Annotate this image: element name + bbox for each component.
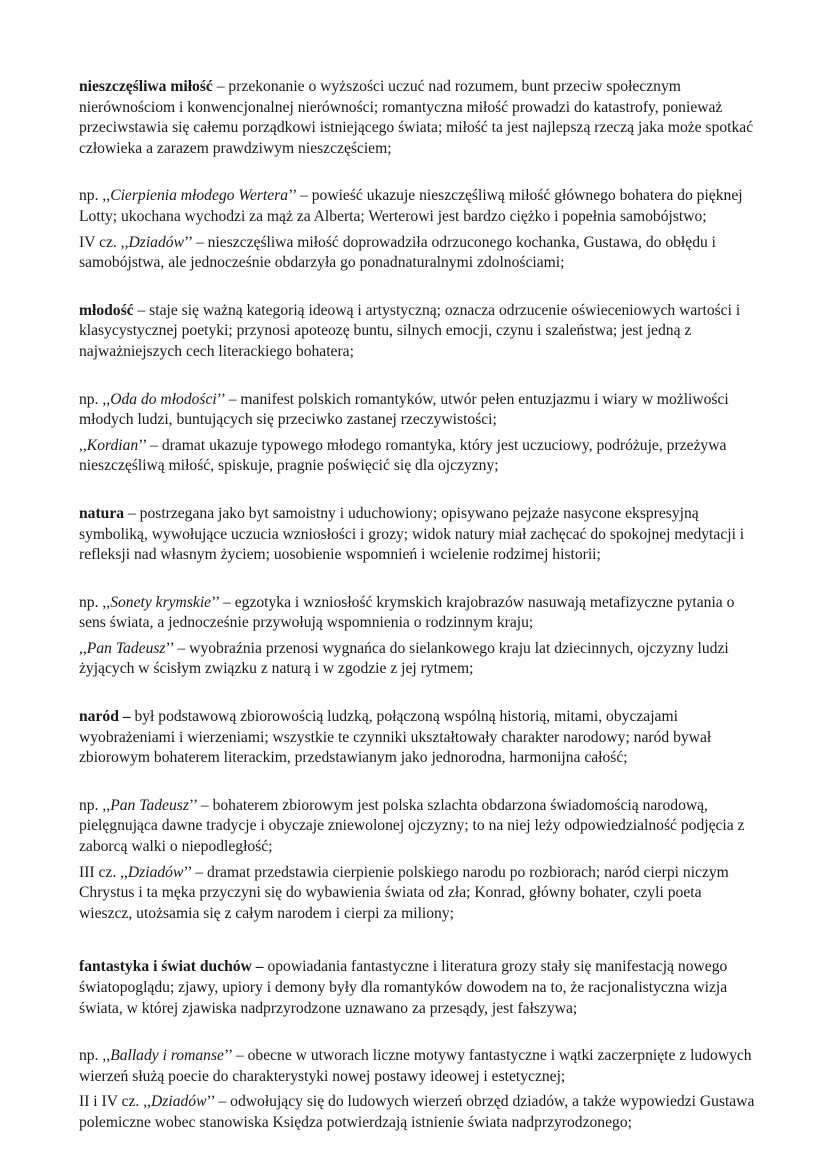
work-title: Dziadów: [128, 233, 184, 251]
example-prefix: np. ,,: [79, 390, 111, 408]
work-title: Pan Tadeusz: [86, 639, 166, 657]
example-paragraph: [79, 436, 758, 477]
definition-paragraph: [79, 707, 758, 769]
term-heading: naród –: [79, 708, 131, 726]
example-text: ’’ – obecne w utworach liczne motywy fantastyczne i wątki zaczerpnięte z ludowych wierzeń służą poecie do charakterystyki nowej postawy ideowej i estetycznej;: [79, 1047, 752, 1085]
term-heading: natura: [79, 504, 125, 522]
definition-text: – postrzegana jako byt samoistny i uduchowiony; opisywano pejzaże nasycone ekspresyjną symboliką, wywołujące uczucia wzniosłości i grozy; widok natury miał zachęcać do spokojnej medytacji i refleksji nad własnym życiem; uosobienie wspomnień i wcielenie rodzimej historii;: [79, 504, 745, 564]
work-title: Dziadów: [127, 863, 184, 881]
example-paragraph: [79, 186, 758, 227]
definition-text: – przekonanie o wyższości uczuć nad rozumem, bunt przeciw społecznym nierównościom i konwencjonalnej nierówności; romantyczna miłość prowadzi do katastrofy, ponieważ przeciwstawia się całemu porządkowi istniejącego świata; miłość ta jest najlepszą rzeczą jaka może spotkać człowieka a zarazem prawdziwym nieszczęściem;: [79, 78, 754, 157]
definition-paragraph: [79, 301, 758, 363]
example-prefix: IV cz. ,,: [79, 233, 129, 251]
term-heading: nieszczęśliwa miłość: [79, 78, 213, 95]
work-title: Sonety krymskie: [110, 593, 212, 611]
example-text: ’’ – dramat przedstawia cierpienie polskiego narodu po rozbiorach; naród cierpi niczym Chrystus i ta męka przyczyni się do wybawienia świata od zła; Konrad, główny bohater, czyli poeta wieszcz, utożsamia się z całym narodem i cierpi za miliony;: [79, 863, 729, 922]
example-prefix: ,,: [79, 639, 87, 657]
example-paragraph: [79, 233, 758, 274]
example-paragraph: [79, 639, 758, 680]
example-text: ’’ – wyobraźnia przenosi wygnańca do sielankowego kraju lat dziecinnych, ojczyzny ludzi żyjących w ścisłym związku z naturą i w zgodzie z jej rytmem;: [79, 639, 729, 678]
work-title: Cierpienia młodego Wertera: [110, 187, 289, 205]
example-paragraph: [79, 1092, 758, 1133]
definition-text: był podstawową zbiorowością ludzką, połączoną wspólną historią, mitami, obyczajami wyobrażeniami i wierzeniami; wszystkie te czynniki ukształtowały charakter narodowy; naród bywał zbiorowym bohaterem literackim, przedstawianym jako jednorodna, harmonijna całość;: [79, 708, 712, 767]
example-paragraph: [79, 796, 758, 858]
example-prefix: ,,: [79, 436, 87, 454]
definition-paragraph: [79, 504, 758, 566]
definition-paragraph: [79, 957, 758, 1019]
example-paragraph: [79, 1046, 758, 1087]
example-prefix: III cz. ,,: [79, 863, 128, 881]
term-heading: fantastyka i świat duchów –: [79, 958, 264, 976]
work-title: Oda do młodości: [110, 390, 217, 408]
work-title: Dziadów: [151, 1093, 207, 1111]
example-paragraph: [79, 390, 758, 431]
example-text: ’’ – powieść ukazuje nieszczęśliwą miłość głównego bohatera do pięknej Lotty; ukochana wychodzi za mąż za Alberta; Werterowi jest bardzo ciężko i popełnia samobójstwo;: [79, 187, 743, 225]
example-text: ’’ – nieszczęśliwa miłość doprowadziła odrzuconego kochanka, Gustawa, do obłędu i samobójstwa, ale jednocześnie obdarzyła go ponadnaturalnymi zdolnościami;: [79, 233, 717, 272]
work-title: Kordian: [86, 436, 139, 454]
example-prefix: np. ,,: [79, 1047, 111, 1065]
example-paragraph: [79, 863, 758, 925]
example-text: ’’ – odwołujący się do ludowych wierzeń obrzęd dziadów, a także wypowiedzi Gustawa polemiczne wobec stanowiska Księdza potwierdzają istnienie świata nadprzyrodzonego;: [79, 1093, 755, 1131]
example-prefix: II i IV cz. ,,: [79, 1093, 152, 1111]
example-text: ’’ – dramat ukazuje typowego młodego romantyka, który jest uczuciowy, podróżuje, przeżywa nieszczęśliwą miłość, spiskuje, pragnie poświęcić się dla ojczyzny;: [79, 436, 727, 475]
work-title: Ballady i romanse: [110, 1047, 224, 1065]
definition-text: – staje się ważną kategorią ideową i artystyczną; oznacza odrzucenie oświeceniowych wartości i klasycystycznej poetyki; przynosi apoteozę buntu, silnych emocji, czynu i szaleństwa; jest jedną z najważniejszych cech literackiego bohatera;: [79, 301, 741, 360]
example-paragraph: [79, 593, 758, 634]
example-text: ’’ – manifest polskich romantyków, utwór pełen entuzjazmu i wiary w możliwości młodych ludzi, buntujących się przeciwko zastanej rzeczywistości;: [79, 390, 729, 429]
example-prefix: np. ,,: [79, 796, 111, 814]
work-title: Pan Tadeusz: [110, 796, 189, 814]
example-prefix: np. ,,: [79, 593, 111, 611]
definition-paragraph: [79, 77, 758, 159]
definition-text: opowiadania fantastyczne i literatura grozy stały się manifestacją nowego światopoglądu; zjawy, upiory i demony były dla romantyków dowodem na to, że racjonalistyczna wizja świata, w której zjawiska nadprzyrodzone uznawano za przesądy, jest fałszywa;: [79, 958, 728, 1017]
example-text: ’’ – bohaterem zbiorowym jest polska szlachta obdarzona świadomością narodową, pielęgnująca dawne tradycje i obyczaje zniewolonej ojczyzny; to na niej leży odpowiedzialność podjęcia z zaborcą walki o niepodległość;: [79, 796, 745, 856]
example-prefix: np. ,,: [79, 187, 111, 205]
term-heading: młodość: [79, 301, 134, 319]
example-text: ’’ – egzotyka i wzniosłość krymskich krajobrazów nasuwają metafizyczne pytania o sens świata, a jednocześnie przywołują wspomnienia o rodzinnym kraju;: [79, 593, 735, 632]
